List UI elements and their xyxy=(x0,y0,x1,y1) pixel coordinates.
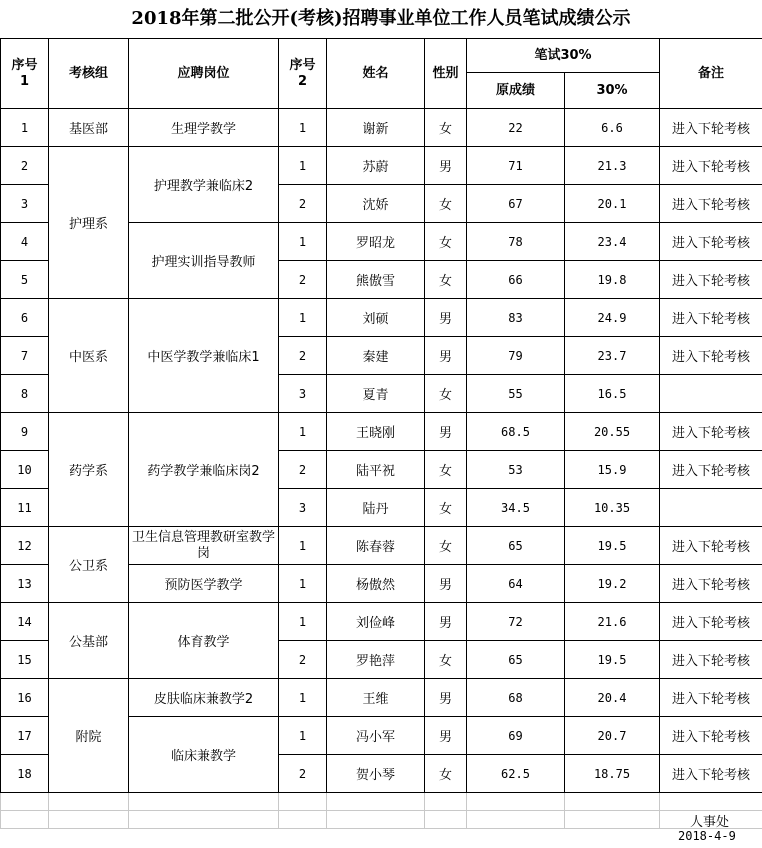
empty-cell xyxy=(49,793,129,811)
cell-remark: 进入下轮考核 xyxy=(660,413,762,451)
cell-seq2: 1 xyxy=(279,147,327,185)
cell-name: 贺小琴 xyxy=(327,755,425,793)
cell-raw-score: 68.5 xyxy=(467,413,565,451)
header-seq2: 序号 2 xyxy=(279,39,327,109)
cell-weighted-score: 21.3 xyxy=(565,147,660,185)
cell-seq1: 16 xyxy=(1,679,49,717)
cell-seq2: 1 xyxy=(279,679,327,717)
cell-seq2: 2 xyxy=(279,185,327,223)
cell-remark: 进入下轮考核 xyxy=(660,223,762,261)
cell-name: 杨傲然 xyxy=(327,565,425,603)
cell-remark: 进入下轮考核 xyxy=(660,755,762,793)
cell-seq1: 14 xyxy=(1,603,49,641)
cell-seq2: 2 xyxy=(279,451,327,489)
header-weighted-score: 30% xyxy=(565,73,660,109)
cell-name: 熊傲雪 xyxy=(327,261,425,299)
cell-gender: 男 xyxy=(425,413,467,451)
cell-raw-score: 69 xyxy=(467,717,565,755)
cell-seq1: 4 xyxy=(1,223,49,261)
cell-remark: 进入下轮考核 xyxy=(660,717,762,755)
cell-seq2: 1 xyxy=(279,223,327,261)
cell-remark: 进入下轮考核 xyxy=(660,185,762,223)
empty-row xyxy=(1,811,762,829)
cell-remark: 进入下轮考核 xyxy=(660,603,762,641)
cell-weighted-score: 23.4 xyxy=(565,223,660,261)
empty-cell xyxy=(327,793,425,811)
cell-name: 罗昭龙 xyxy=(327,223,425,261)
empty-cell xyxy=(129,811,279,829)
empty-cell xyxy=(49,811,129,829)
cell-position: 药学教学兼临床岗2 xyxy=(129,413,279,527)
cell-gender: 女 xyxy=(425,755,467,793)
cell-weighted-score: 10.35 xyxy=(565,489,660,527)
cell-gender: 男 xyxy=(425,679,467,717)
cell-name: 王晓刚 xyxy=(327,413,425,451)
cell-raw-score: 67 xyxy=(467,185,565,223)
cell-raw-score: 83 xyxy=(467,299,565,337)
cell-weighted-score: 6.6 xyxy=(565,109,660,147)
cell-raw-score: 72 xyxy=(467,603,565,641)
cell-seq1: 12 xyxy=(1,527,49,565)
cell-gender: 女 xyxy=(425,223,467,261)
cell-raw-score: 71 xyxy=(467,147,565,185)
cell-gender: 女 xyxy=(425,451,467,489)
cell-seq2: 1 xyxy=(279,413,327,451)
cell-name: 苏蔚 xyxy=(327,147,425,185)
cell-remark: 进入下轮考核 xyxy=(660,641,762,679)
cell-gender: 男 xyxy=(425,603,467,641)
cell-name: 罗艳萍 xyxy=(327,641,425,679)
cell-group: 中医系 xyxy=(49,299,129,413)
empty-cell xyxy=(1,793,49,811)
cell-name: 夏青 xyxy=(327,375,425,413)
cell-name: 王维 xyxy=(327,679,425,717)
cell-name: 陆平祝 xyxy=(327,451,425,489)
header-group: 考核组 xyxy=(49,39,129,109)
cell-gender: 女 xyxy=(425,375,467,413)
cell-remark: 进入下轮考核 xyxy=(660,565,762,603)
cell-position: 体育教学 xyxy=(129,603,279,679)
cell-seq1: 10 xyxy=(1,451,49,489)
cell-group: 附院 xyxy=(49,679,129,793)
score-table xyxy=(0,38,762,829)
cell-seq2: 1 xyxy=(279,565,327,603)
cell-name: 秦建 xyxy=(327,337,425,375)
cell-position: 卫生信息管理教研室教学岗 xyxy=(129,527,279,565)
cell-seq1: 18 xyxy=(1,755,49,793)
empty-cell xyxy=(467,811,565,829)
cell-seq1: 6 xyxy=(1,299,49,337)
table-row xyxy=(1,109,762,147)
empty-row xyxy=(1,793,762,811)
cell-gender: 男 xyxy=(425,337,467,375)
empty-cell xyxy=(565,811,660,829)
cell-seq1: 8 xyxy=(1,375,49,413)
empty-cell xyxy=(425,811,467,829)
cell-position: 生理学教学 xyxy=(129,109,279,147)
cell-seq1: 3 xyxy=(1,185,49,223)
page-title: 2018年第二批公开(考核)招聘事业单位工作人员笔试成绩公示 xyxy=(131,8,631,29)
cell-raw-score: 66 xyxy=(467,261,565,299)
cell-name: 陈春蓉 xyxy=(327,527,425,565)
cell-gender: 女 xyxy=(425,527,467,565)
cell-seq2: 1 xyxy=(279,717,327,755)
cell-weighted-score: 19.2 xyxy=(565,565,660,603)
cell-group: 护理系 xyxy=(49,147,129,299)
cell-gender: 女 xyxy=(425,641,467,679)
cell-gender: 男 xyxy=(425,717,467,755)
cell-raw-score: 68 xyxy=(467,679,565,717)
cell-name: 沈娇 xyxy=(327,185,425,223)
cell-seq1: 11 xyxy=(1,489,49,527)
header-remark: 备注 xyxy=(660,39,762,109)
cell-gender: 女 xyxy=(425,109,467,147)
cell-seq1: 17 xyxy=(1,717,49,755)
empty-cell xyxy=(279,793,327,811)
empty-cell xyxy=(129,793,279,811)
cell-seq2: 1 xyxy=(279,527,327,565)
cell-seq1: 5 xyxy=(1,261,49,299)
header-position: 应聘岗位 xyxy=(129,39,279,109)
empty-cell xyxy=(660,793,762,811)
cell-raw-score: 64 xyxy=(467,565,565,603)
cell-remark: 进入下轮考核 xyxy=(660,147,762,185)
cell-position: 护理教学兼临床2 xyxy=(129,147,279,223)
cell-seq2: 1 xyxy=(279,109,327,147)
cell-name: 刘俭峰 xyxy=(327,603,425,641)
cell-raw-score: 22 xyxy=(467,109,565,147)
empty-cell xyxy=(1,811,49,829)
cell-group: 公卫系 xyxy=(49,527,129,603)
cell-position: 护理实训指导教师 xyxy=(129,223,279,299)
cell-raw-score: 65 xyxy=(467,527,565,565)
cell-name: 刘硕 xyxy=(327,299,425,337)
header-gender: 性别 xyxy=(425,39,467,109)
cell-weighted-score: 20.55 xyxy=(565,413,660,451)
cell-weighted-score: 19.8 xyxy=(565,261,660,299)
cell-name: 陆丹 xyxy=(327,489,425,527)
cell-seq1: 15 xyxy=(1,641,49,679)
cell-seq2: 2 xyxy=(279,337,327,375)
cell-remark: 进入下轮考核 xyxy=(660,261,762,299)
cell-seq1: 2 xyxy=(1,147,49,185)
cell-weighted-score: 19.5 xyxy=(565,641,660,679)
cell-weighted-score: 19.5 xyxy=(565,527,660,565)
cell-raw-score: 65 xyxy=(467,641,565,679)
empty-cell xyxy=(425,793,467,811)
cell-seq1: 13 xyxy=(1,565,49,603)
cell-gender: 男 xyxy=(425,565,467,603)
cell-remark xyxy=(660,489,762,527)
table-row xyxy=(1,413,762,451)
cell-raw-score: 79 xyxy=(467,337,565,375)
cell-seq2: 2 xyxy=(279,261,327,299)
cell-gender: 女 xyxy=(425,489,467,527)
empty-cell xyxy=(565,793,660,811)
cell-seq2: 1 xyxy=(279,603,327,641)
cell-weighted-score: 20.4 xyxy=(565,679,660,717)
cell-raw-score: 62.5 xyxy=(467,755,565,793)
cell-raw-score: 55 xyxy=(467,375,565,413)
cell-position: 皮肤临床兼教学2 xyxy=(129,679,279,717)
empty-cell xyxy=(279,811,327,829)
cell-seq1: 7 xyxy=(1,337,49,375)
cell-remark: 进入下轮考核 xyxy=(660,109,762,147)
empty-cell xyxy=(327,811,425,829)
cell-group: 公基部 xyxy=(49,603,129,679)
empty-cell xyxy=(467,793,565,811)
cell-remark: 进入下轮考核 xyxy=(660,337,762,375)
cell-weighted-score: 18.75 xyxy=(565,755,660,793)
cell-raw-score: 53 xyxy=(467,451,565,489)
cell-position: 临床兼教学 xyxy=(129,717,279,793)
header-written: 笔试30% xyxy=(467,39,660,73)
cell-position: 预防医学教学 xyxy=(129,565,279,603)
cell-position: 中医学教学兼临床1 xyxy=(129,299,279,413)
cell-group: 药学系 xyxy=(49,413,129,527)
header-raw-score: 原成绩 xyxy=(467,73,565,109)
table-row xyxy=(1,299,762,337)
table-row xyxy=(1,603,762,641)
cell-gender: 男 xyxy=(425,299,467,337)
cell-weighted-score: 15.9 xyxy=(565,451,660,489)
cell-raw-score: 34.5 xyxy=(467,489,565,527)
signature: 人事处 xyxy=(690,815,730,830)
cell-name: 谢新 xyxy=(327,109,425,147)
cell-gender: 女 xyxy=(425,185,467,223)
cell-weighted-score: 21.6 xyxy=(565,603,660,641)
cell-seq1: 1 xyxy=(1,109,49,147)
cell-gender: 女 xyxy=(425,261,467,299)
cell-seq2: 1 xyxy=(279,299,327,337)
header-name: 姓名 xyxy=(327,39,425,109)
cell-seq2: 3 xyxy=(279,375,327,413)
cell-remark: 进入下轮考核 xyxy=(660,299,762,337)
cell-weighted-score: 20.1 xyxy=(565,185,660,223)
cell-remark: 进入下轮考核 xyxy=(660,527,762,565)
cell-name: 冯小军 xyxy=(327,717,425,755)
cell-gender: 男 xyxy=(425,147,467,185)
table-row xyxy=(1,527,762,565)
cell-seq2: 2 xyxy=(279,641,327,679)
table-row xyxy=(1,147,762,185)
cell-weighted-score: 23.7 xyxy=(565,337,660,375)
cell-seq1: 9 xyxy=(1,413,49,451)
cell-weighted-score: 24.9 xyxy=(565,299,660,337)
cell-seq2: 2 xyxy=(279,755,327,793)
cell-remark: 进入下轮考核 xyxy=(660,679,762,717)
cell-raw-score: 78 xyxy=(467,223,565,261)
cell-remark: 进入下轮考核 xyxy=(660,451,762,489)
cell-weighted-score: 16.5 xyxy=(565,375,660,413)
cell-seq2: 3 xyxy=(279,489,327,527)
table-row xyxy=(1,679,762,717)
cell-group: 基医部 xyxy=(49,109,129,147)
publish-date: 2018-4-9 xyxy=(678,829,736,843)
cell-remark xyxy=(660,375,762,413)
header-seq1: 序号 1 xyxy=(1,39,49,109)
cell-weighted-score: 20.7 xyxy=(565,717,660,755)
